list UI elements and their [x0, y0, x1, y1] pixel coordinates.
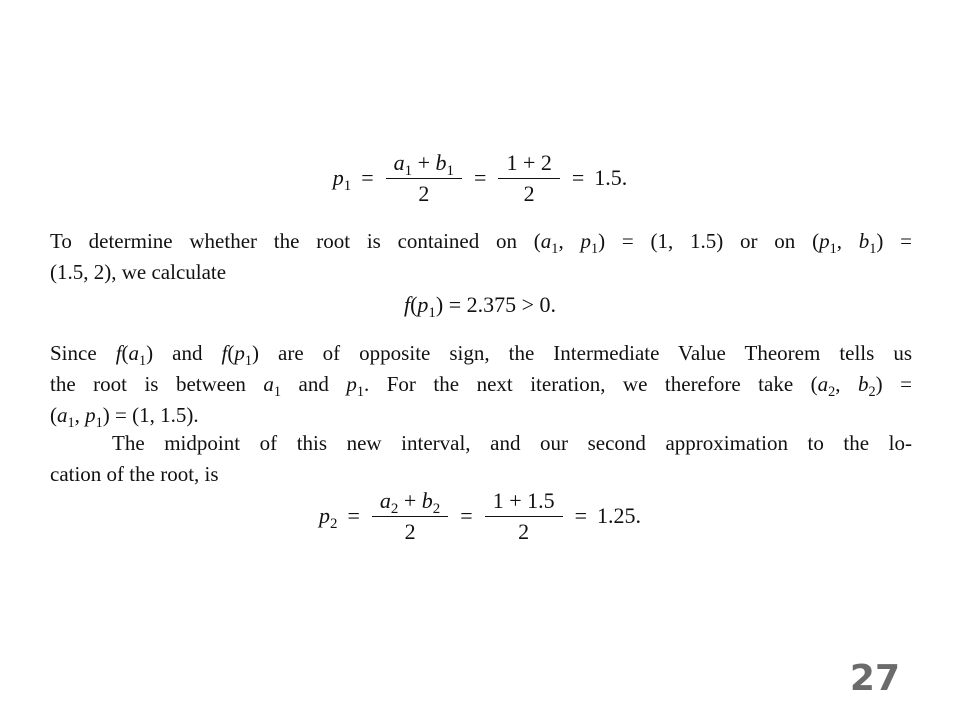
paragraph-midpoint: The midpoint of this new interval, and our second approximation to the lo- cation of the root, is [50, 431, 912, 486]
paragraph-ivt: Since $f(a_1)$ and $f(p_1)$ are of opposite sign, the Intermediate Value Theorem tells us the root is between $a_1$ and $p_1$. For the next iteration, we therefore take ($a_2$, $b_2$) = ($a_1$, $p_1) = (1$, 1.5). [50, 341, 913, 431]
equation-p1: $p_1$ = $\frac{a_1 + b_1}{2}$ = $\frac{1 + 2}{2}$ = 1.5. [332, 149, 628, 206]
page-number: 27 [849, 658, 900, 699]
equation-f-p1: $f(p_1) = 2.375 > 0$. [403, 292, 557, 322]
equation-p2: $p_2$ = $\frac{a_2 + b_2}{2}$ = $\frac{1 + 1.5}{2}$ = 1.25. [318, 487, 642, 544]
paragraph-root-interval: To determine whether the root is contained on ($a_1$, $p_1) = (1$, 1.5) or on ($p_1$, $b_1$) = (1.5, 2), we calculate [50, 229, 913, 284]
